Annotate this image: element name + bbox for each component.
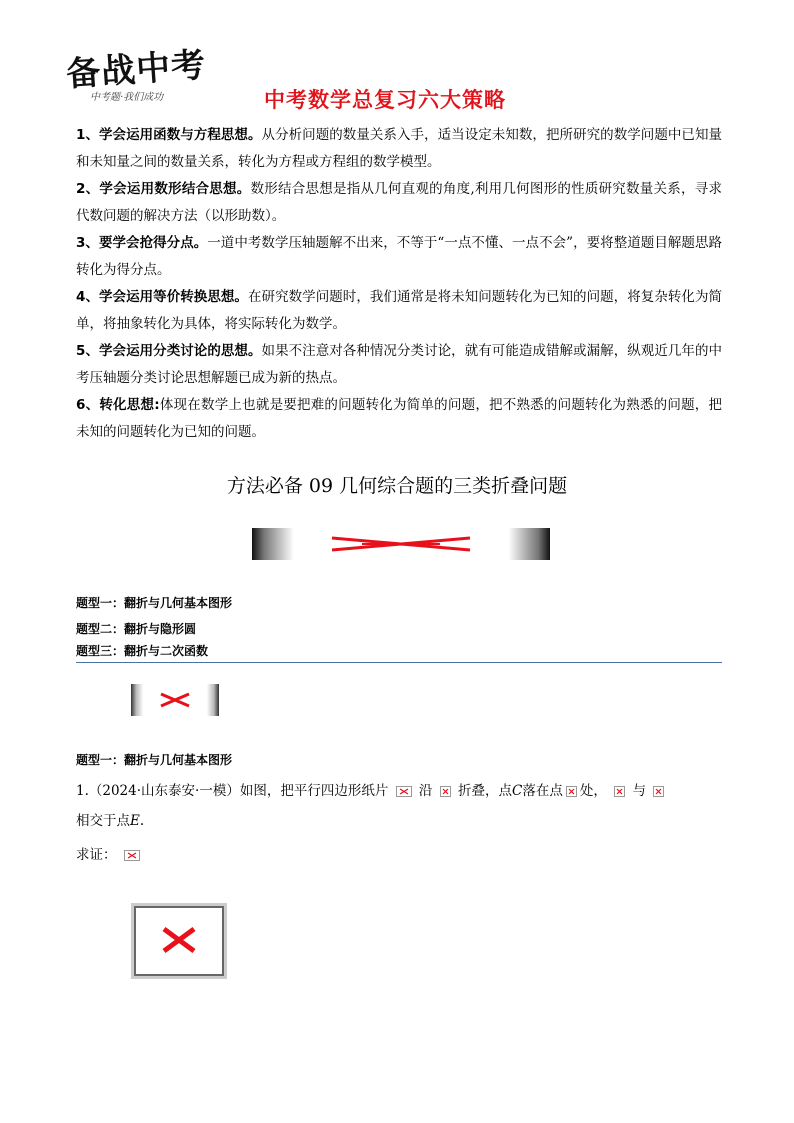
formula-image — [440, 786, 451, 797]
strategy-item — [76, 122, 722, 176]
formula-image — [396, 786, 412, 797]
proof-line — [76, 843, 143, 863]
broken-image-icon — [441, 787, 450, 796]
logo-text: 备战中考 — [65, 45, 208, 95]
logo-subtitle: 中考题·我们成功 — [90, 92, 164, 103]
strategy-body: 一道中考数学压轴题解不出来，不等于“一点不懂、一点不会”，要将整道题目解题思路转化为得分点。 — [76, 235, 722, 278]
question-text: 相交于点 — [76, 813, 130, 829]
broken-image-icon — [252, 528, 550, 560]
strategy-item — [76, 284, 722, 338]
strategy-item — [76, 176, 722, 230]
strategy-lead: 3、要学会抢得分点。 — [76, 235, 208, 251]
formula-image — [614, 786, 625, 797]
question-text: 1.（2024·山东泰安·一模）如图，把平行四边形纸片 — [76, 783, 389, 799]
toc-item: 题型二：翻折与隐形圆 — [76, 622, 197, 636]
section-title: 方法必备 09 几何综合题的三类折叠问题 — [226, 475, 568, 497]
strategy-body: 如果不注意对各种情况分类讨论，就有可能造成错解或漏解，纵观近几年的中考压轴题分类讨论思想解题已成为新的热点。 — [76, 343, 723, 386]
broken-image-icon — [125, 851, 139, 860]
question-text: 折叠，点 — [458, 783, 513, 799]
strategy-body: 从分析问题的数量关系入手，适当设定未知数，把所研究的数学问题中已知量和未知量之间的数量关系，转化为方程或方程组的数学模型。 — [76, 127, 723, 170]
strategy-body: 体现在数学上也就是要把难的问题转化为简单的问题，把不熟悉的问题转化为熟悉的问题，把未知的问题转化为已知的问题。 — [76, 397, 723, 440]
strategy-lead: 4、学会运用等价转换思想。 — [76, 289, 248, 305]
strategy-lead: 5、学会运用分类讨论的思想。 — [76, 343, 262, 359]
formula-image — [124, 850, 140, 861]
strategy-lead: 1、学会运用函数与方程思想。 — [76, 127, 262, 143]
broken-image-banner — [252, 528, 550, 560]
broken-image-icon — [654, 787, 663, 796]
broken-image-icon — [131, 684, 219, 716]
question-text: 落在点 — [522, 783, 563, 799]
question-text: 沿 — [418, 783, 433, 799]
question-text: 与 — [632, 783, 646, 799]
formula-image — [566, 786, 577, 797]
strategy-list — [76, 122, 722, 446]
point-label: E — [130, 813, 140, 829]
strategy-body: 数形结合思想是指从几何直观的角度,利用几何图形的性质研究数量关系，寻求代数问题的解决方法（以形助数）。 — [76, 181, 722, 224]
strategy-item — [76, 338, 722, 392]
broken-image-placeholder — [131, 684, 219, 716]
question-text: 处， — [579, 783, 607, 799]
strategy-lead: 6、转化思想: — [76, 397, 160, 413]
point-label: C — [512, 783, 523, 799]
logo — [60, 42, 230, 108]
page-title: 中考数学总复习六大策略 — [264, 88, 506, 112]
question-type-heading: 题型一：翻折与几何基本图形 — [76, 753, 233, 767]
strategy-item — [76, 392, 722, 446]
proof-label: 求证： — [76, 847, 117, 863]
question-1 — [76, 776, 722, 836]
toc-item: 题型三：翻折与二次函数 — [76, 644, 209, 658]
figure-image — [131, 903, 227, 979]
broken-image-icon — [397, 787, 411, 796]
formula-image — [653, 786, 664, 797]
broken-image-icon — [615, 787, 624, 796]
broken-image-icon — [567, 787, 576, 796]
strategy-item — [76, 230, 722, 284]
broken-image-icon — [134, 906, 224, 976]
question-text: . — [139, 813, 145, 829]
toc-item: 题型一：翻折与几何基本图形 — [76, 596, 233, 610]
strategy-lead: 2、学会运用数形结合思想。 — [76, 181, 251, 197]
divider — [76, 662, 722, 663]
strategy-body: 在研究数学问题时，我们通常是将未知问题转化为已知的问题，将复杂转化为简单，将抽象转化为具体，将实际转化为数学。 — [76, 289, 722, 332]
